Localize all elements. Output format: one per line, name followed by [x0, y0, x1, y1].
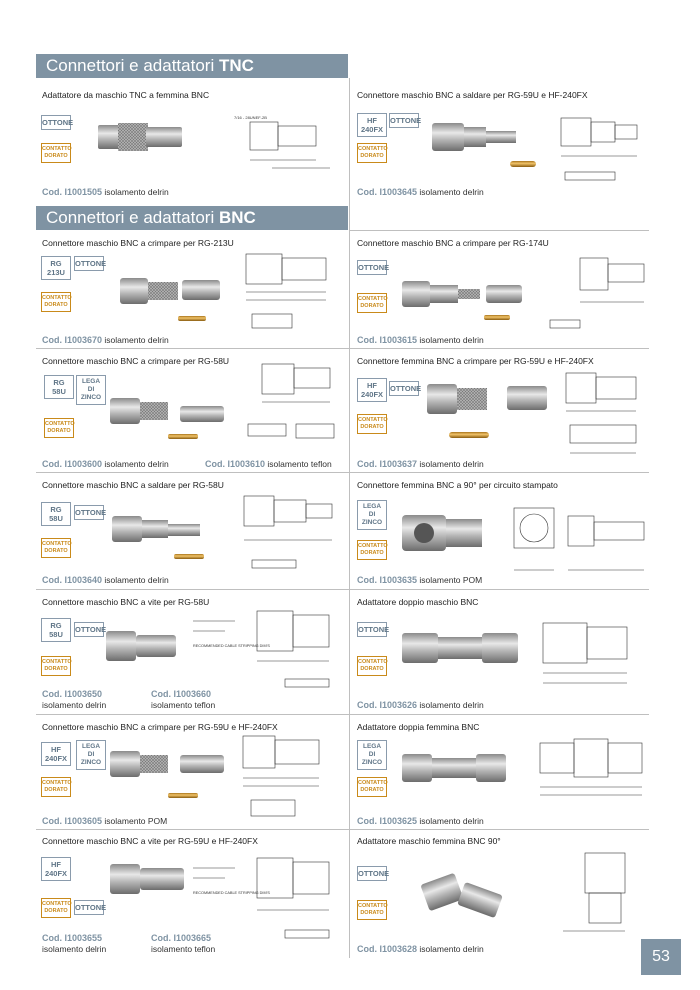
cable-badge-rg213u	[41, 256, 71, 280]
contact-badge-gold	[41, 777, 71, 797]
row-divider	[36, 714, 649, 715]
code-desc: isolamento delrin	[419, 816, 484, 826]
badge-line: DORATO	[360, 787, 384, 793]
connector-photo	[400, 748, 515, 793]
badge-line: CONTATTO	[42, 541, 72, 547]
drawing-label	[193, 891, 270, 895]
code-desc: isolamento delrin	[419, 700, 484, 710]
code-number: Cod. I1003610	[205, 459, 266, 469]
badge-line: LEGA	[362, 503, 382, 510]
cable-badge-hf240fx	[357, 378, 387, 402]
connector-photo	[425, 378, 555, 453]
badge-line: CONTATTO	[358, 296, 388, 302]
material-badge-ottone: OTTONE	[357, 866, 387, 881]
connector-photo	[108, 392, 233, 452]
product-code	[357, 700, 484, 711]
contact-badge-gold	[44, 418, 74, 438]
connector-photo	[420, 858, 510, 933]
product-title: Connettore maschio BNC a saldare per RG-58U	[42, 480, 224, 490]
badge-line: ZINCO	[80, 759, 102, 766]
connector-photo	[96, 117, 186, 157]
connector-photo	[110, 510, 230, 570]
technical-drawing	[235, 730, 345, 825]
page-number: 53	[641, 939, 681, 975]
product-code	[42, 459, 169, 470]
badge-line: DORATO	[44, 787, 68, 793]
code-desc: isolamento delrin	[104, 187, 169, 197]
code-desc: isolamento delrin	[419, 187, 484, 197]
contact-badge-gold	[357, 414, 387, 434]
code-number: Cod. I1003600	[42, 459, 103, 469]
badge-line: 240FX	[360, 125, 384, 134]
material-badge-ottone: OTTONE	[389, 381, 419, 396]
contact-badge-gold	[357, 143, 387, 163]
technical-drawing	[510, 500, 655, 585]
material-badge-ottone: OTTONE	[74, 622, 104, 637]
row-divider	[349, 230, 649, 231]
code-number: Cod. I1003640	[42, 575, 103, 585]
code-desc: isolamento POM	[104, 816, 168, 826]
product-title: Connettore femmina BNC a crimpare per RG-59U e HF-240FX	[357, 356, 594, 366]
cable-badge-rg58u	[41, 618, 71, 642]
badge-line: CONTATTO	[358, 659, 388, 665]
contact-badge-gold	[41, 538, 71, 558]
material-badge-ottone: OTTONE	[74, 256, 104, 271]
badge-line: CONTATTO	[358, 780, 388, 786]
technical-drawing	[535, 615, 655, 695]
code-number: Cod. I1003655	[42, 933, 103, 943]
badge-line: CONTATTO	[45, 421, 75, 427]
product-code-alt	[205, 459, 332, 470]
code-number: Cod. I1003635	[357, 575, 418, 585]
badge-line: CONTATTO	[42, 146, 72, 152]
badge-line: HF	[367, 381, 377, 390]
row-divider	[36, 472, 649, 473]
product-title: Connettore maschio BNC a crimpare per RG-174U	[357, 238, 549, 248]
technical-drawing	[238, 490, 343, 585]
badge-line: HF	[51, 860, 61, 869]
product-code	[42, 187, 169, 198]
section-header-prefix: Connettori e adattatori	[46, 56, 219, 75]
row-divider	[36, 348, 649, 349]
product-code-alt	[151, 689, 215, 711]
badge-line: CONTATTO	[42, 295, 72, 301]
contact-badge-gold	[41, 143, 71, 163]
contact-badge-gold	[357, 540, 387, 560]
material-badge-zinco	[357, 500, 387, 530]
product-title: Adattatore maschio femmina BNC 90°	[357, 836, 501, 846]
product-title: Connettore maschio BNC a crimpare per RG-58U	[42, 356, 230, 366]
code-number: Cod. I1003637	[357, 459, 418, 469]
product-code	[42, 575, 169, 586]
section-header-bold: TNC	[218, 56, 254, 75]
section-header-bnc	[36, 206, 348, 230]
code-number: Cod. I1003605	[42, 816, 103, 826]
badge-line: CONTATTO	[42, 901, 72, 907]
product-title: Connettore maschio BNC a vite per RG-59U e HF-240FX	[42, 836, 258, 846]
contact-badge-gold	[41, 292, 71, 312]
code-desc: isolamento delrin	[42, 700, 107, 710]
contact-badge-gold	[357, 293, 387, 313]
badge-line: 240FX	[360, 390, 384, 399]
code-desc: isolamento delrin	[419, 459, 484, 469]
section-header-tnc	[36, 54, 348, 78]
connector-photo	[430, 115, 540, 185]
drawing-label-line: RECOMMENDED CABLE STRIPPING DIM'S	[193, 644, 270, 648]
material-badge-ottone: OTTONE	[357, 622, 387, 637]
code-desc: isolamento teflon	[151, 700, 216, 710]
code-number: Cod. I1003670	[42, 335, 103, 345]
material-badge-ottone: OTTONE	[74, 900, 104, 915]
code-number: Cod. I1003660	[151, 689, 212, 699]
badge-line: DI	[87, 386, 95, 393]
drawing-label-line: RECOMMENDED CABLE STRIPPING DIM'S	[193, 891, 270, 895]
cable-badge-hf240fx	[41, 742, 71, 766]
badge-line: LEGA	[362, 743, 382, 750]
badge-line: 58U	[49, 630, 63, 639]
code-desc: isolamento delrin	[104, 575, 169, 585]
badge-line: RG	[53, 378, 65, 387]
badge-line: 213U	[47, 268, 65, 277]
technical-drawing	[185, 605, 345, 700]
product-code	[357, 575, 482, 586]
product-code	[357, 944, 484, 955]
badge-line: DORATO	[44, 302, 68, 308]
code-number: Cod. I1003645	[357, 187, 418, 197]
product-title: Connettore maschio BNC a crimpare per RG-59U e HF-240FX	[42, 722, 278, 732]
product-code	[357, 335, 484, 346]
technical-drawing	[220, 110, 342, 175]
badge-line: DORATO	[360, 550, 384, 556]
product-code	[357, 816, 484, 827]
badge-line: RG	[50, 259, 62, 268]
badge-line: CONTATTO	[42, 780, 72, 786]
badge-line: HF	[51, 745, 61, 754]
material-badge-ottone: OTTONE	[389, 113, 419, 128]
cable-badge-hf240fx	[41, 857, 71, 881]
drawing-label	[193, 644, 270, 648]
badge-line: DI	[368, 751, 376, 758]
badge-line: ZINCO	[361, 759, 383, 766]
cable-badge-rg58u	[44, 375, 74, 399]
badge-line: DORATO	[47, 428, 71, 434]
product-title: Connettore maschio BNC a saldare per RG-59U e HF-240FX	[357, 90, 588, 100]
badge-line: DORATO	[360, 424, 384, 430]
badge-line: 240FX	[44, 754, 68, 763]
product-code	[42, 335, 169, 346]
contact-badge-gold	[357, 777, 387, 797]
product-code	[42, 933, 106, 955]
badge-line: DORATO	[360, 303, 384, 309]
badge-line: 58U	[52, 387, 66, 396]
product-title: Adattatore doppia femmina BNC	[357, 722, 480, 732]
connector-photo	[400, 625, 525, 675]
badge-line: LEGA	[81, 743, 101, 750]
technical-drawing	[238, 358, 343, 453]
badge-line: CONTATTO	[42, 659, 72, 665]
badge-line: DORATO	[44, 548, 68, 554]
badge-line: DI	[368, 511, 376, 518]
material-badge-zinco	[357, 740, 387, 770]
code-number: Cod. I1003625	[357, 816, 418, 826]
product-code	[42, 816, 167, 827]
badge-line: DORATO	[44, 666, 68, 672]
connector-photo	[398, 505, 498, 565]
product-title: Connettore maschio BNC a crimpare per RG-213U	[42, 238, 234, 248]
drawing-label: 7/16 - 28UNEF-2B	[234, 115, 267, 120]
technical-drawing	[560, 365, 658, 465]
material-badge-ottone: OTTONE	[357, 260, 387, 275]
material-badge-zinco	[76, 740, 106, 770]
contact-badge-gold	[41, 898, 71, 918]
connector-photo	[104, 625, 189, 685]
badge-line: ZINCO	[80, 394, 102, 401]
badge-line: LEGA	[81, 378, 101, 385]
code-number: Cod. I1003628	[357, 944, 418, 954]
badge-line: HF	[367, 116, 377, 125]
product-code	[357, 459, 484, 470]
badge-line: CONTATTO	[358, 417, 388, 423]
code-number: Cod. I1003650	[42, 689, 103, 699]
code-desc: isolamento teflon	[151, 944, 216, 954]
badge-line: CONTATTO	[358, 543, 388, 549]
technical-drawing	[238, 248, 343, 343]
contact-badge-gold	[357, 656, 387, 676]
badge-line: 58U	[49, 514, 63, 523]
contact-badge-gold	[41, 656, 71, 676]
row-divider	[36, 829, 649, 830]
product-title: Adattatore doppio maschio BNC	[357, 597, 479, 607]
code-desc: isolamento delrin	[419, 335, 484, 345]
code-number: Cod. I1003626	[357, 700, 418, 710]
code-number: Cod. I1003665	[151, 933, 212, 943]
code-desc: isolamento delrin	[42, 944, 107, 954]
product-title: Connettore femmina BNC a 90° per circuito stampato	[357, 480, 558, 490]
contact-badge-gold	[357, 900, 387, 920]
technical-drawing	[555, 845, 655, 940]
badge-line: DI	[87, 751, 95, 758]
code-desc: isolamento POM	[419, 575, 483, 585]
cable-badge-rg58u	[41, 502, 71, 526]
badge-line: RG	[50, 621, 62, 630]
code-desc: isolamento delrin	[104, 335, 169, 345]
material-badge-zinco	[76, 375, 106, 405]
badge-line: DORATO	[360, 666, 384, 672]
material-badge-ottone: OTTONE	[74, 505, 104, 520]
connector-photo	[118, 272, 233, 332]
cable-badge-hf240fx	[357, 113, 387, 137]
badge-line: DORATO	[44, 153, 68, 159]
product-code	[42, 689, 106, 711]
technical-drawing	[540, 250, 658, 345]
code-desc: isolamento delrin	[104, 459, 169, 469]
badge-line: CONTATTO	[358, 903, 388, 909]
technical-drawing	[530, 735, 650, 805]
product-code	[357, 187, 484, 198]
code-number: Cod. I1001505	[42, 187, 103, 197]
section-header-bold: BNC	[218, 208, 256, 227]
badge-line: ZINCO	[361, 519, 383, 526]
product-title: Adattatore da maschio TNC a femmina BNC	[42, 90, 210, 100]
product-title: Connettore maschio BNC a vite per RG-58U	[42, 597, 210, 607]
connector-photo	[108, 858, 193, 918]
product-code-alt	[151, 933, 215, 955]
badge-line: CONTATTO	[358, 146, 388, 152]
section-header-prefix: Connettori e adattatori	[46, 208, 219, 227]
code-desc: isolamento delrin	[419, 944, 484, 954]
column-divider	[349, 78, 350, 958]
code-number: Cod. I1003615	[357, 335, 418, 345]
badge-line: DORATO	[360, 910, 384, 916]
technical-drawing	[555, 110, 655, 195]
badge-line: DORATO	[360, 153, 384, 159]
connector-photo	[108, 745, 233, 810]
code-desc: isolamento teflon	[267, 459, 332, 469]
connector-photo	[400, 275, 530, 330]
badge-line: RG	[50, 505, 62, 514]
row-divider	[36, 589, 649, 590]
badge-line: 240FX	[44, 869, 68, 878]
badge-line: DORATO	[44, 908, 68, 914]
material-badge-ottone: OTTONE	[41, 115, 71, 130]
